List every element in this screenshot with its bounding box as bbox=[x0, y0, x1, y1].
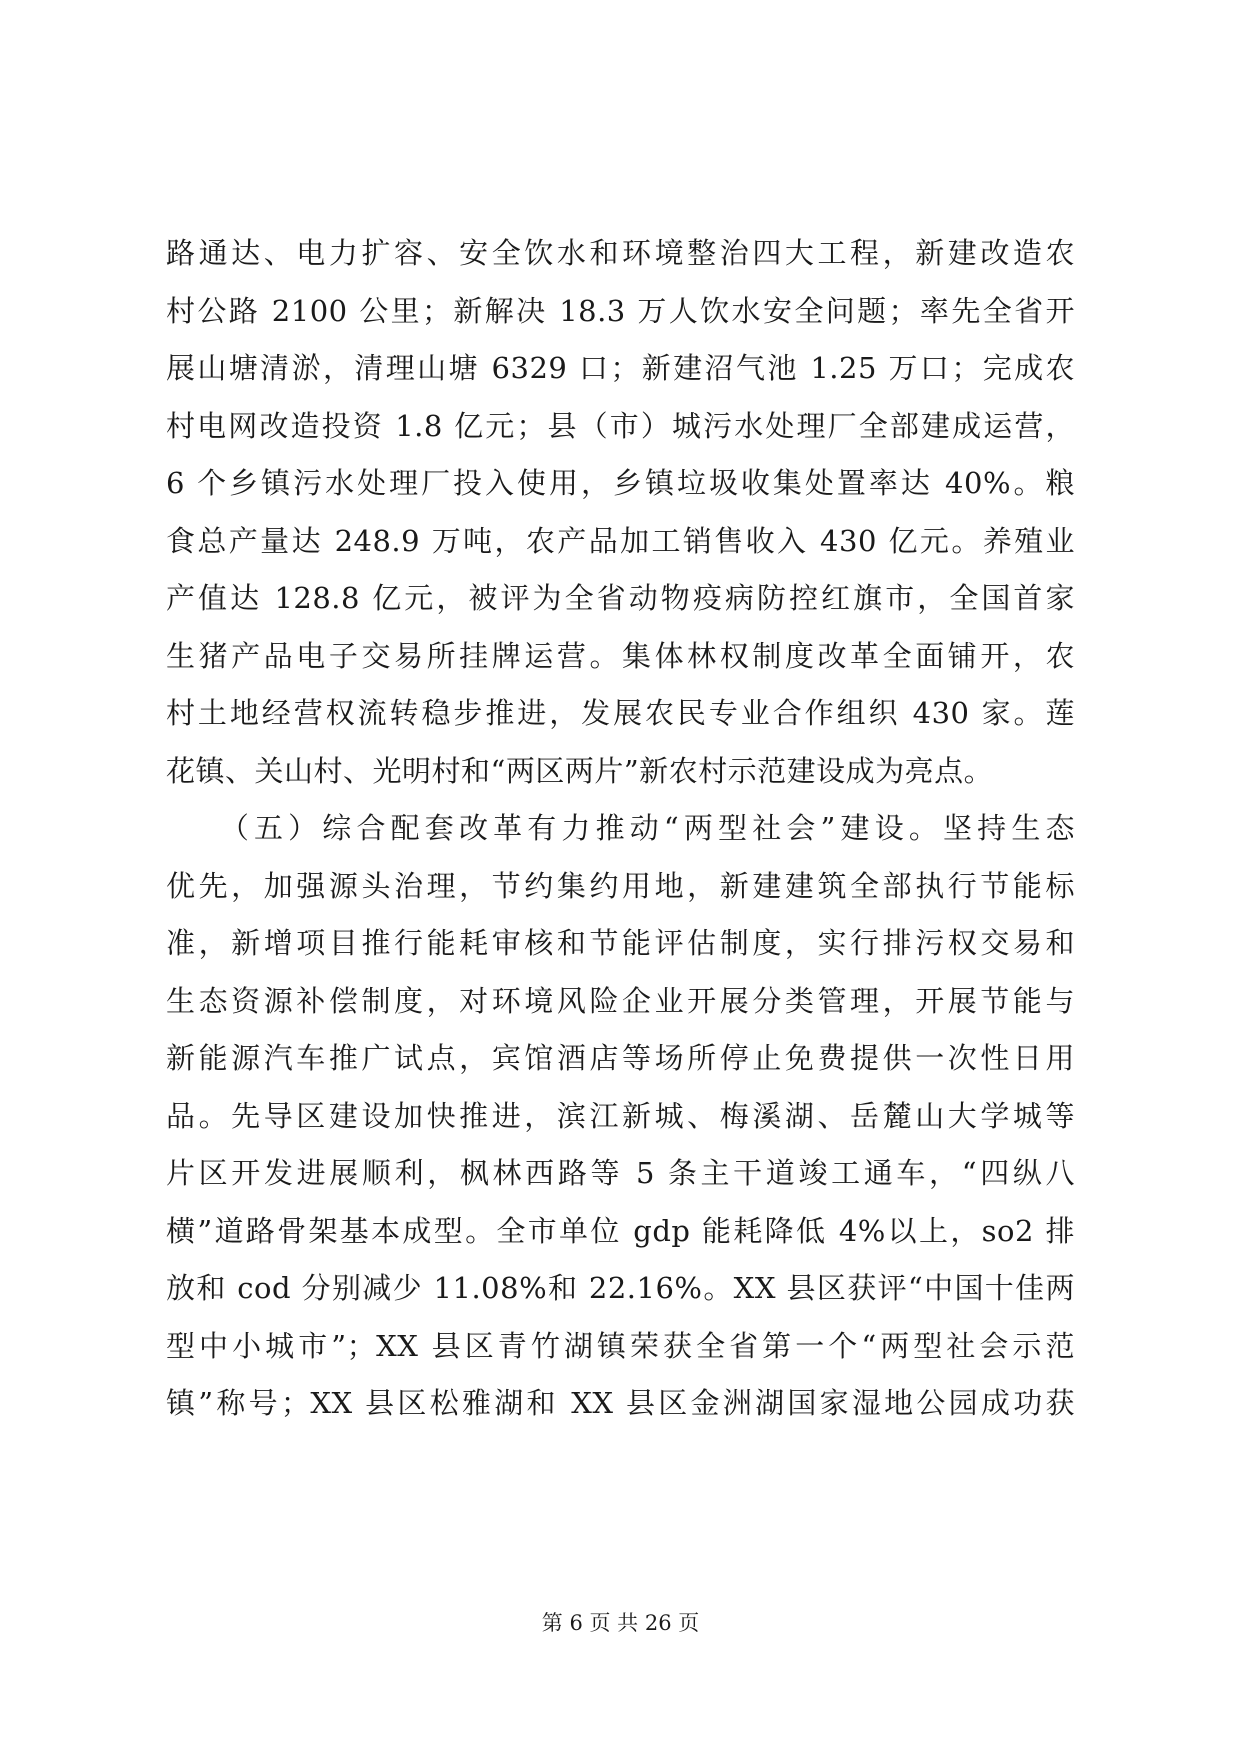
text-line: 村土地经营权流转稳步推进，发展农民专业合作组织 430 家。莲 bbox=[166, 696, 1075, 730]
page-number-footer: 第 6 页 共 26 页 bbox=[541, 1611, 700, 1635]
text-line: 型中小城市”；XX 县区青竹湖镇荣获全省第一个“两型社会示范 bbox=[166, 1328, 1075, 1363]
text-line: 优先，加强源头治理，节约集约用地，新建建筑全部执行节能标 bbox=[166, 868, 1075, 903]
text-line: 路通达、电力扩容、安全饮水和环境整治四大工程，新建改造农 bbox=[166, 236, 1075, 270]
section-heading-line: （五）综合配套改革有力推动“两型社会”建设。坚持生态 bbox=[166, 811, 1075, 845]
text-line: 新能源汽车推广试点，宾馆酒店等场所停止免费提供一次性日用 bbox=[166, 1041, 1075, 1075]
text-line: 生态资源补偿制度，对环境风险企业开展分类管理，开展节能与 bbox=[166, 983, 1075, 1018]
text-line: 片区开发进展顺利，枫林西路等 5 条主干道竣工通车，“四纵八 bbox=[166, 1156, 1075, 1190]
text-line: 镇”称号；XX 县区松雅湖和 XX 县区金洲湖国家湿地公园成功获 bbox=[166, 1386, 1075, 1420]
text-line: 品。先导区建设加快推进，滨江新城、梅溪湖、岳麓山大学城等 bbox=[166, 1098, 1075, 1133]
body-text bbox=[166, 225, 1075, 1433]
text-line: 放和 cod 分别减少 11.08%和 22.16%。XX 县区获评“中国十佳两 bbox=[166, 1271, 1075, 1305]
text-line: 村电网改造投资 1.8 亿元；县（市）城污水处理厂全部建成运营， bbox=[166, 408, 1075, 443]
text-line: 生猪产品电子交易所挂牌运营。集体林权制度改革全面铺开，农 bbox=[166, 638, 1075, 673]
text-line: 展山塘清淤，清理山塘 6329 口；新建沼气池 1.25 万口；完成农 bbox=[166, 351, 1075, 385]
text-line: 食总产量达 248.9 万吨，农产品加工销售收入 430 亿元。养殖业 bbox=[166, 523, 1075, 558]
text-line: 横”道路骨架基本成型。全市单位 gdp 能耗降低 4%以上，so2 排 bbox=[166, 1213, 1075, 1248]
text-line: 产值达 128.8 亿元，被评为全省动物疫病防控红旗市，全国首家 bbox=[166, 581, 1075, 615]
text-line: 准，新增项目推行能耗审核和节能评估制度，实行排污权交易和 bbox=[166, 926, 1075, 960]
text-line: 花镇、关山村、光明村和“两区两片”新农村示范建设成为亮点。 bbox=[166, 753, 994, 788]
text-line: 6 个乡镇污水处理厂投入使用，乡镇垃圾收集处置率达 40%。粮 bbox=[166, 466, 1075, 500]
text-line: 村公路 2100 公里；新解决 18.3 万人饮水安全问题；率先全省开 bbox=[166, 293, 1075, 328]
